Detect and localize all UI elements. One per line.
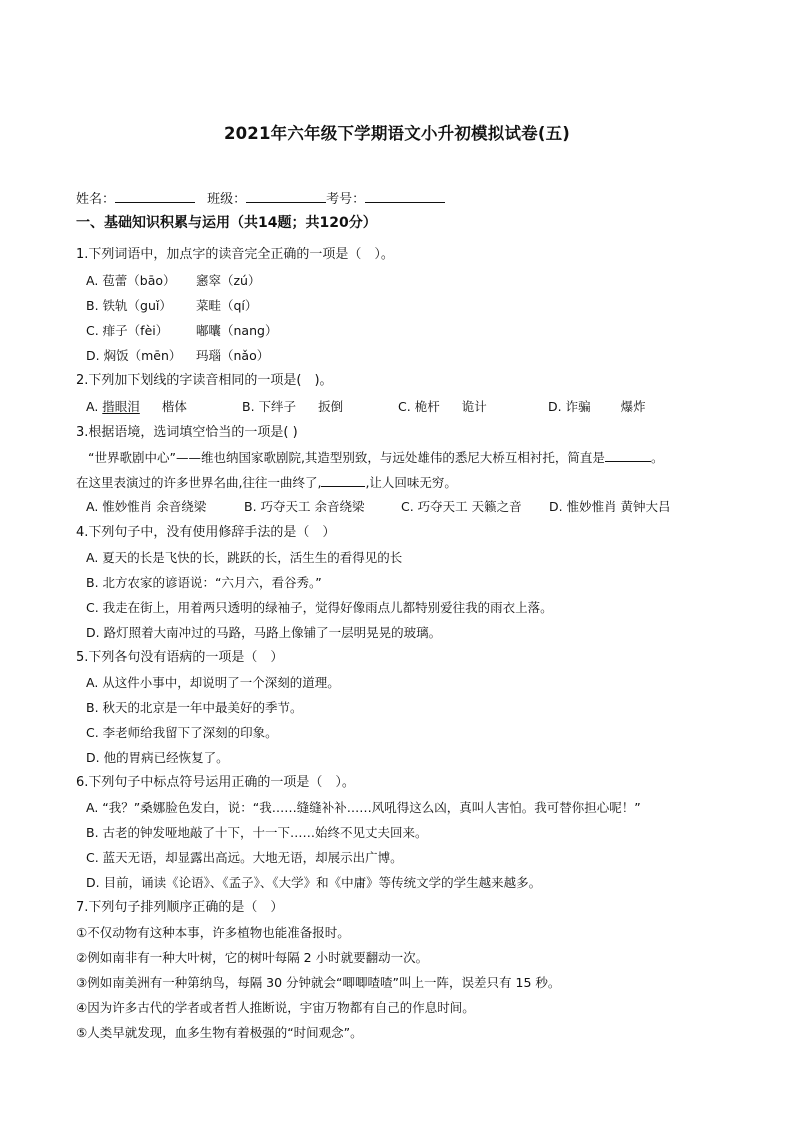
question-3-options: A. 惟妙惟肖 余音绕梁 B. 巧夺天工 余音绕梁 C. 巧夺天工 天籁之音 D. 惟妙惟肖 黄钟大吕	[86, 499, 671, 514]
question-4-option-c: C. 我走在街上，用着两只透明的绿袖子，觉得好像雨点儿都特别爱往我的雨衣上落。	[86, 600, 553, 615]
question-1-option-c: C. 痱子（fèi） 嘟囔（nang）	[86, 323, 278, 338]
exam-number-label: 考号：	[326, 192, 366, 207]
question-3-passage-line-1: “世界歌剧中心”——维也纳国家歌剧院,其造型别致，与远处雄伟的悉尼大桥互相衬托，简直是 。	[88, 450, 664, 465]
question-5-option-a: A. 从这件小事中，却说明了一个深刻的道理。	[86, 675, 340, 690]
name-blank[interactable]	[115, 190, 195, 203]
question-7-item-4: ④因为许多古代的学者或者哲人推断说，宇宙万物都有自己的作息时间。	[76, 1000, 475, 1015]
exam-title: 2021年六年级下学期语文小升初模拟试卷(五)	[223, 124, 571, 143]
student-info-line	[76, 190, 445, 209]
question-2-stem: 2.下列加下划线的字读音相同的一项是( )。	[76, 373, 333, 388]
question-5-option-d: D. 他的胃病已经恢复了。	[86, 750, 229, 765]
question-6-option-a: A. “我？”桑娜脸色发白，说：“我……缝缝补补……风吼得这么凶，真叫人害怕。我可替你担心呢！”	[86, 800, 641, 815]
class-label: 班级：	[207, 192, 247, 207]
class-blank[interactable]	[246, 190, 326, 203]
question-6-option-b: B. 古老的钟发哑地敲了十下，十一下……始终不见丈夫回来。	[86, 825, 428, 840]
question-1-stem: 1.下列词语中，加点字的读音完全正确的一项是（ ）。	[76, 247, 394, 262]
question-7-stem: 7.下列句子排列顺序正确的是（ ）	[76, 900, 284, 915]
question-1-option-d: D. 焖饭（mēn） 玛瑙（nǎo）	[86, 348, 270, 363]
fill-blank-2[interactable]	[321, 474, 365, 487]
question-6-option-d: D. 目前，诵读《论语》、《孟子》、《大学》和《中庸》等传统文学的学生越来越多。	[86, 875, 542, 890]
question-7-item-2: ②例如南非有一种大叶树，它的树叶每隔 2 小时就要翻动一次。	[76, 950, 429, 965]
question-5-stem: 5.下列各句没有语病的一项是（ ）	[76, 650, 284, 665]
question-4-option-b: B. 北方农家的谚语说：“六月六，看谷秀。”	[86, 575, 322, 590]
question-6-stem: 6.下列句子中标点符号运用正确的一项是（ ）。	[76, 775, 355, 790]
question-1-option-b: B. 铁轨（guǐ） 菜畦（qí）	[86, 298, 258, 313]
fill-blank-1[interactable]	[605, 449, 651, 462]
question-4-stem: 4.下列句子中，没有使用修辞手法的是（ ）	[76, 525, 336, 540]
question-4-option-a: A. 夏天的长是飞快的长，跳跃的长，活生生的看得见的长	[86, 550, 403, 565]
question-7-item-1: ①不仅动物有这种本事，许多植物也能准备报时。	[76, 925, 350, 940]
question-5-option-c: C. 李老师给我留下了深刻的印象。	[86, 725, 278, 740]
question-4-option-d: D. 路灯照着大南冲过的马路，马路上像铺了一层明晃晃的玻璃。	[86, 625, 442, 640]
question-6-option-c: C. 蓝天无语，却显露出高远。大地无语，却展示出广博。	[86, 850, 403, 865]
exam-number-blank[interactable]	[365, 190, 445, 203]
question-3-passage-line-2: 在这里表演过的许多世界名曲,往往一曲终了, ,让人回味无穷。	[76, 475, 457, 490]
question-1-option-a: A. 苞蕾（bāo） 窸窣（zú）	[86, 273, 261, 288]
section-heading: 一、基础知识积累与运用（共14题；共120分）	[76, 215, 377, 231]
question-3-stem: 3.根据语境，选词填空恰当的一项是( )	[76, 425, 298, 440]
question-7-item-3: ③例如南美洲有一种第纳鸟，每隔 30 分钟就会“唧唧喳喳”叫上一阵，误差只有 15 秒。	[76, 975, 561, 990]
name-label: 姓名：	[76, 192, 116, 207]
question-7-item-5: ⑤人类早就发现，血多生物有着极强的“时间观念”。	[76, 1025, 363, 1040]
question-2-options: A. 揩眼泪 楷体 B. 下绊子 扳倒 C. 桅杆 诡计 D. 诈骗 爆炸	[86, 399, 646, 414]
question-5-option-b: B. 秋天的北京是一年中最美好的季节。	[86, 700, 303, 715]
